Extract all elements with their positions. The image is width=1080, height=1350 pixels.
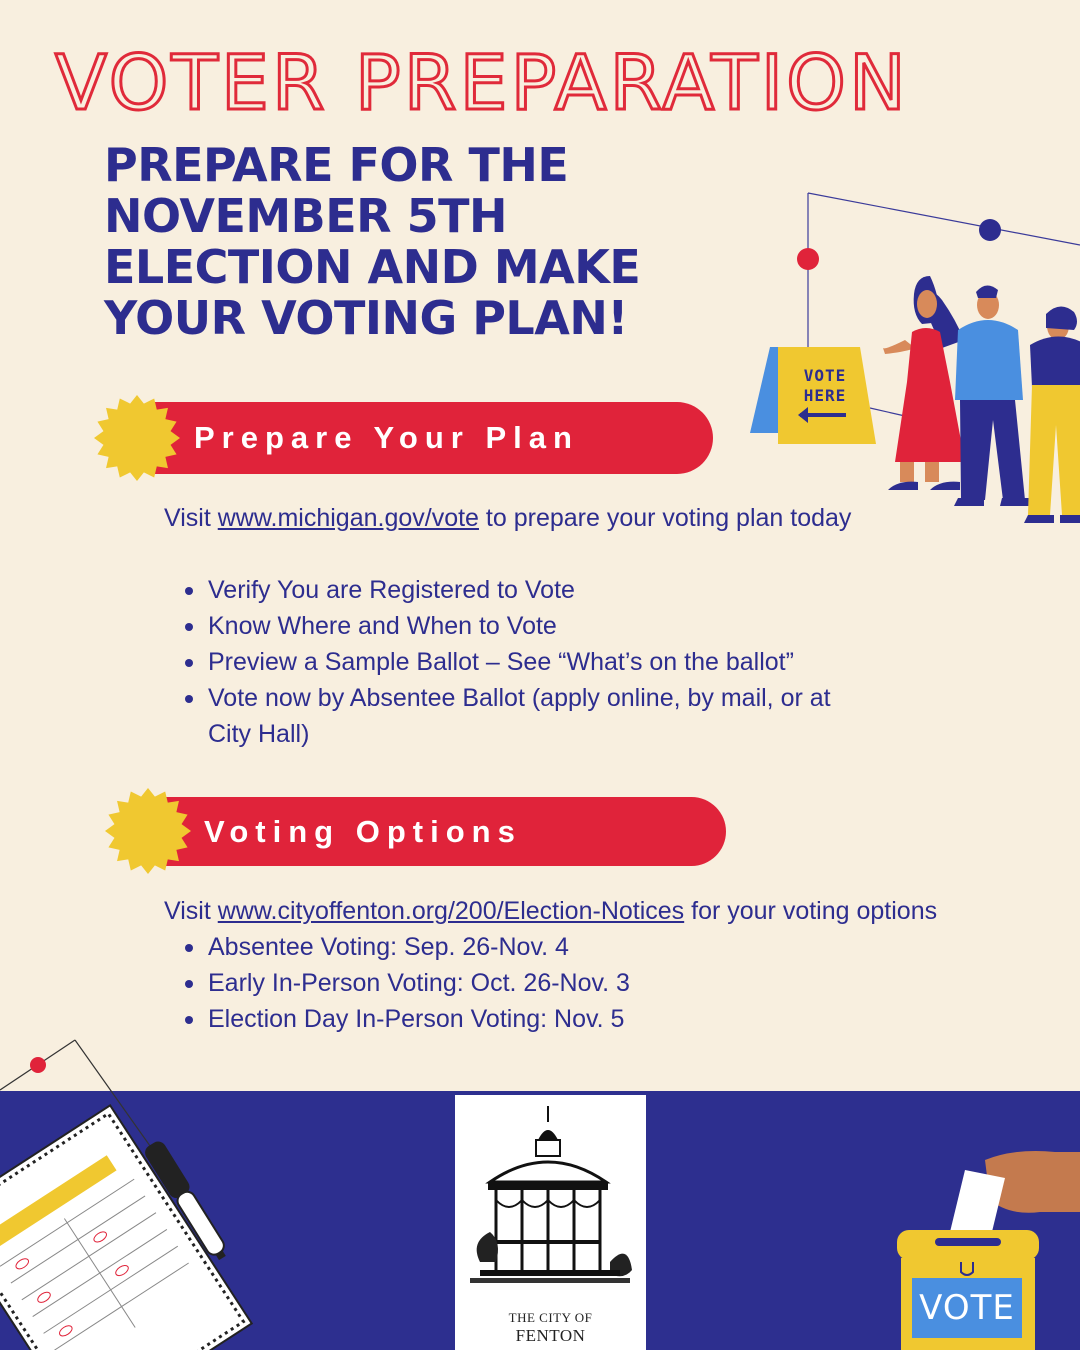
list-item: Early In-Person Voting: Oct. 26-Nov. 3 [164,965,864,1001]
logo-caption-line1: THE CITY OF [508,1310,593,1325]
fenton-election-link[interactable]: www.cityoffenton.org/200/Election-Notices [217,897,685,925]
red-dot-icon [797,248,819,270]
section1-list [164,572,864,752]
list-item: Verify You are Registered to Vote [164,572,864,608]
intro-prefix: Visit [164,897,218,925]
section2-intro [164,893,1064,929]
intro-suffix: to prepare your voting plan today [478,504,852,532]
list-item: Absentee Voting: Sep. 26-Nov. 4 [164,929,864,965]
sign-line-2: HERE [803,386,847,405]
sign-line-1: VOTE [803,366,847,385]
page-title: VOTER PREPARATION [55,38,909,127]
list-item: Vote now by Absentee Ballot (apply online, by mail, or at City Hall) [164,680,864,752]
section-heading-prepare: Prepare Your Plan [150,402,713,474]
vote-here-sign-text [782,366,868,406]
list-item: Know Where and When to Vote [164,608,864,644]
intro-suffix: for your voting options [684,897,938,925]
gazebo-logo [460,1100,640,1300]
ballot-box-label: VOTE [912,1278,1022,1338]
navy-dot-icon [979,219,1001,241]
logo-caption-line2: FENTON [515,1326,586,1345]
sun-burst-icon [105,788,191,874]
list-item: Election Day In-Person Voting: Nov. 5 [164,1001,864,1037]
section1-intro [164,500,854,536]
marker-pen-icon [140,1135,235,1270]
headline: PREPARE FOR THE NOVEMBER 5TH ELECTION AND MAKE YOUR VOTING PLAN! [104,138,641,345]
intro-prefix: Visit [164,504,218,532]
sun-burst-icon [94,395,180,481]
list-item: Preview a Sample Ballot – See “What’s on the ballot” [164,644,864,680]
section2-list [164,929,864,1037]
michigan-vote-link[interactable]: www.michigan.gov/vote [217,504,479,532]
section-heading-voting-options: Voting Options [160,797,726,866]
